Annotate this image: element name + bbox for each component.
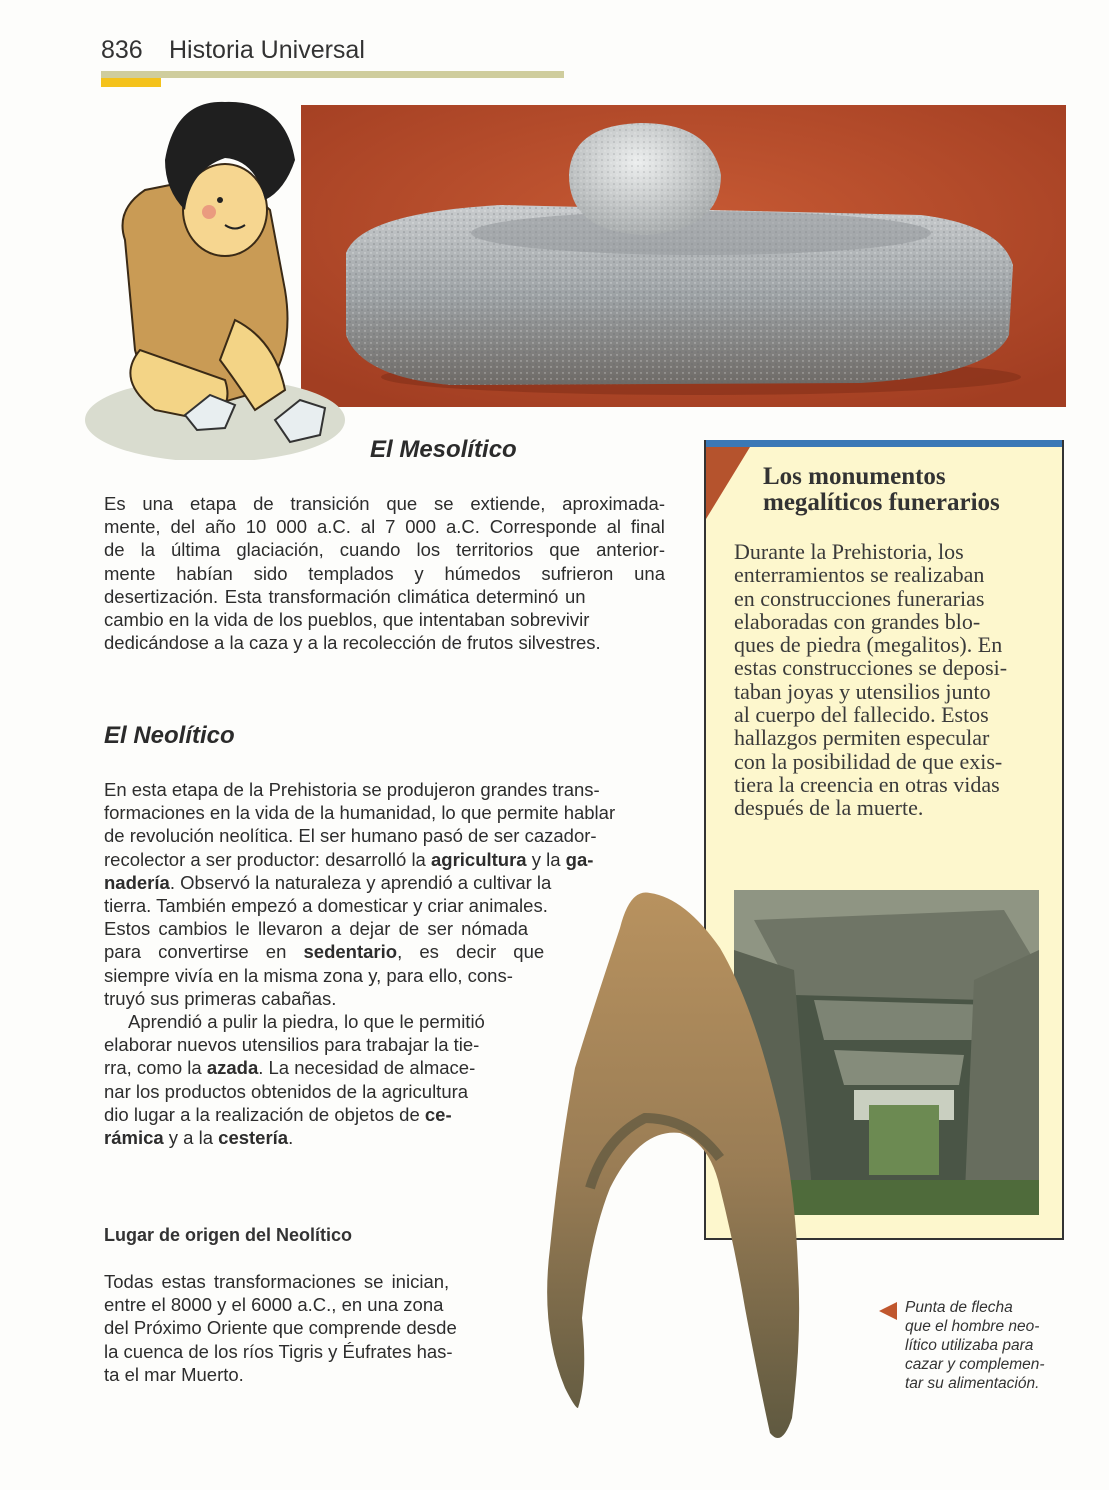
caption-line: que el hombre neo- bbox=[905, 1318, 1040, 1335]
text-run: y la bbox=[526, 848, 566, 870]
text-line: al cuerpo del fallecido. Estos bbox=[734, 702, 989, 728]
text-line: de revolución neolítica. El ser humano pasó de ser cazador- bbox=[104, 825, 597, 847]
word: anterior- bbox=[596, 539, 665, 561]
word: del bbox=[170, 516, 196, 538]
text-line: Estos cambios le llevaron a dejar de ser nómada bbox=[104, 918, 529, 940]
text-line: después de la muerte. bbox=[734, 795, 924, 821]
header-accent-bar bbox=[101, 78, 161, 87]
word: final bbox=[630, 516, 665, 538]
word: cuando bbox=[339, 539, 401, 561]
text-run: , es decir que bbox=[397, 941, 545, 963]
word: última bbox=[170, 539, 221, 561]
text-line: cambio en la vida de los pueblos, que intentaban sobrevivir bbox=[104, 609, 590, 631]
word: una bbox=[142, 493, 174, 514]
text-line: elaboradas con grandes blo- bbox=[734, 608, 981, 634]
text-line: Durante la Prehistoria, los bbox=[734, 539, 964, 564]
text-run: . La necesidad de almace- bbox=[258, 1057, 476, 1079]
word: extiende, bbox=[470, 493, 546, 514]
word: Es bbox=[104, 493, 126, 514]
box-title-line: megalíticos funerarios bbox=[763, 489, 1000, 516]
text-line: taban joyas y utensilios junto bbox=[734, 678, 991, 704]
word: al bbox=[360, 516, 376, 538]
word: a.C. bbox=[445, 516, 480, 538]
text-run: . bbox=[288, 1127, 294, 1149]
text-run: dio lugar a la realización de objetos de bbox=[104, 1103, 425, 1125]
keyword-sedentario: sedentario bbox=[303, 941, 398, 963]
section-title-neolitico: El Neolítico bbox=[104, 722, 235, 749]
word: territorios bbox=[456, 539, 534, 561]
text-line: hallazgos permiten especular bbox=[734, 725, 990, 751]
text-line: del Próximo Oriente que comprende desde bbox=[104, 1317, 457, 1339]
caption-line: Punta de flecha bbox=[905, 1299, 1013, 1316]
header-rule bbox=[101, 71, 564, 78]
caption-line: cazar y complemen- bbox=[905, 1356, 1045, 1373]
keyword-ganaderia-end: nadería bbox=[104, 871, 170, 893]
word: 000 bbox=[276, 516, 308, 538]
text-run: . Observó la naturaleza y aprendió a cultivar la bbox=[169, 871, 552, 893]
text-line: estas construcciones se deposi- bbox=[734, 655, 1008, 681]
text-line: desertización. Esta transformación climática determinó un bbox=[104, 585, 586, 607]
word: Corresponde bbox=[489, 516, 597, 538]
text-line: enterramientos se realizaban bbox=[734, 562, 985, 588]
text-line: con la posibilidad de que exis- bbox=[734, 748, 1003, 774]
keyword-ceramica-start: ce- bbox=[424, 1103, 452, 1125]
keyword-agricultura: agricultura bbox=[430, 848, 527, 870]
word: se bbox=[434, 493, 454, 514]
word: de bbox=[253, 493, 274, 514]
box-title-line: Los monumentos bbox=[763, 463, 946, 490]
text-line: siempre vivía en la misma zona y, para ello, cons- bbox=[104, 964, 513, 986]
word: la bbox=[140, 539, 155, 561]
text-line bbox=[104, 492, 665, 515]
word: los bbox=[416, 539, 441, 561]
flint-arrowhead-photo bbox=[530, 888, 810, 1478]
keyword-ganaderia-start: ga- bbox=[565, 848, 594, 870]
text-line: la cuenca de los ríos Tigris y Éufrates has- bbox=[104, 1340, 453, 1362]
text-line: formaciones en la vida de la humanidad, lo que permite hablar bbox=[104, 802, 616, 824]
text-line bbox=[104, 515, 665, 538]
text-line: ques de piedra (megalitos). En bbox=[734, 632, 1003, 658]
section-title-mesolitico: El Mesolítico bbox=[370, 436, 517, 463]
text-run: para convertirse en bbox=[104, 941, 304, 963]
text-line: entre el 8000 y el 6000 a.C., en una zona bbox=[104, 1294, 444, 1316]
text-line: tiera la creencia en otras vidas bbox=[734, 771, 1000, 797]
word: a.C. bbox=[316, 516, 351, 538]
word: mente, bbox=[104, 516, 161, 538]
caption-line: tar su alimentación. bbox=[905, 1375, 1040, 1392]
word: 000 bbox=[405, 516, 437, 538]
text-run: recolector a ser productor: desarrolló la bbox=[104, 848, 431, 870]
word: 10 bbox=[245, 516, 267, 538]
word: que bbox=[549, 539, 581, 561]
word: glaciación, bbox=[236, 539, 324, 561]
text-line: Todas estas transformaciones se inician, bbox=[104, 1271, 450, 1292]
origen-paragraph bbox=[104, 1270, 499, 1386]
caveman-illustration bbox=[85, 90, 355, 460]
arrowhead-caption bbox=[905, 1298, 1045, 1393]
stone-mortar-photo bbox=[301, 105, 1066, 407]
word: año bbox=[205, 516, 236, 538]
caption-pointer-icon bbox=[879, 1302, 897, 1320]
text-line: Aprendió a pulir la piedra, lo que le permitió bbox=[128, 1011, 485, 1033]
caption-line: lítico utilizaba para bbox=[905, 1337, 1034, 1354]
keyword-cesteria: cestería bbox=[218, 1127, 289, 1149]
keyword-azada: azada bbox=[206, 1057, 259, 1079]
text-line: en construcciones funerarias bbox=[734, 585, 985, 611]
text-line: dedicándose a la caza y a la recolección de frutos silvestres. bbox=[104, 632, 601, 654]
box-paragraph bbox=[734, 540, 1046, 820]
text-line: truyó sus primeras cabañas. bbox=[104, 987, 337, 1009]
word: transición bbox=[290, 493, 370, 514]
box-title bbox=[763, 464, 1000, 516]
text-line: elaborar nuevos utensilios para trabajar la tie- bbox=[104, 1034, 480, 1056]
word: aproximada- bbox=[562, 493, 665, 514]
page-number: 836 bbox=[101, 36, 143, 64]
subsection-title-origen: Lugar de origen del Neolítico bbox=[104, 1225, 353, 1245]
keyword-ceramica-end: rámica bbox=[104, 1127, 164, 1149]
stone-mortar-image bbox=[301, 105, 1066, 407]
text-line bbox=[104, 538, 665, 561]
running-title: Historia Universal bbox=[169, 36, 365, 64]
word: que bbox=[386, 493, 418, 514]
text-line: mente habían sido templados y húmedos sufrieron una bbox=[104, 562, 665, 584]
text-line: tierra. También empezó a domesticar y criar animales. bbox=[104, 895, 548, 917]
box-corner-accent bbox=[706, 447, 750, 519]
text-line: nar los productos obtenidos de la agricultura bbox=[104, 1080, 469, 1102]
text-line bbox=[104, 848, 665, 871]
mesolitico-paragraph bbox=[104, 492, 665, 654]
text-line: En esta etapa de la Prehistoria se produjeron grandes trans- bbox=[104, 779, 600, 800]
text-run: y a la bbox=[163, 1127, 219, 1149]
word: al bbox=[606, 516, 622, 538]
word: de bbox=[104, 539, 125, 561]
text-run: rra, como la bbox=[104, 1057, 207, 1079]
text-line: ta el mar Muerto. bbox=[104, 1363, 244, 1385]
box-top-bar bbox=[706, 440, 1062, 447]
word: 7 bbox=[385, 516, 396, 538]
word: etapa bbox=[190, 493, 237, 514]
